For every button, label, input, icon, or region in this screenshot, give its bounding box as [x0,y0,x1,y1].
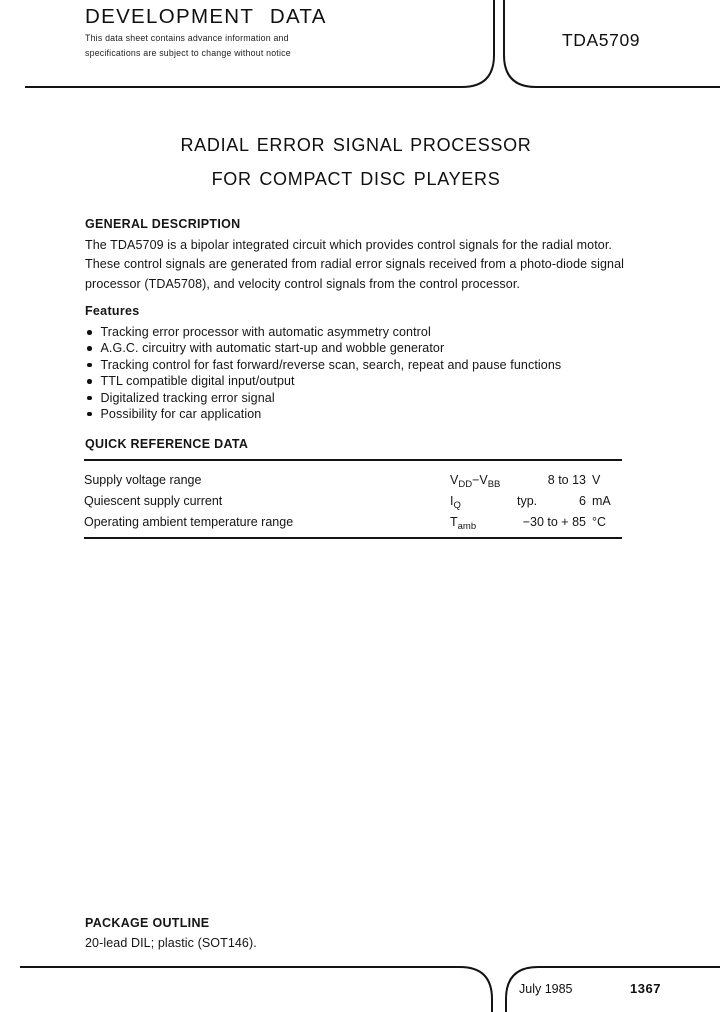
banner-disclaimer [85,31,291,61]
general-description-line2: These control signals are generated from radial error signals received from a photo-diode signal [85,257,625,272]
condition-label: typ. [517,494,538,508]
banner-disclaimer-line2: specifications are subject to change without notice [85,47,291,58]
package-outline-heading: PACKAGE OUTLINE [85,916,210,930]
development-data-banner: DEVELOPMENT DATA [85,5,327,28]
unit: mA [592,494,611,508]
symbol-subscript: DD [458,479,473,490]
feature-text: TTL compatible digital input/output [100,374,295,389]
document-title [0,128,712,196]
value: −30 to + 85 [522,515,586,529]
feature-text: Tracking control for fast forward/reverse scan, search, repeat and pause functions [100,357,562,372]
table-row [84,512,622,532]
feature-item [85,324,561,340]
footer-page-number: 1367 [630,981,661,996]
unit: °C [592,515,607,529]
table-top-rule [84,459,622,461]
bullet-icon [87,346,92,351]
parameter-label: Operating ambient temperature range [84,515,294,529]
document-title-line1: RADIAL ERROR SIGNAL PROCESSOR [180,135,532,155]
feature-text: Digitalized tracking error signal [100,390,275,405]
document-title-line2: FOR COMPACT DISC PLAYERS [211,169,501,189]
symbol-subscript: BB [487,479,501,490]
general-description-heading: GENERAL DESCRIPTION [85,217,241,231]
bullet-icon [87,412,92,417]
value: 8 to 13 [547,473,586,487]
features-list [85,324,561,422]
symbol-main: T [450,515,458,529]
general-description-line1: The TDA5709 is a bipolar integrated circuit which provides control signals for the radial motor. [85,238,612,252]
parameter-label: Quiescent supply current [84,494,223,508]
symbol-main: −V [472,473,488,487]
quick-reference-heading: QUICK REFERENCE DATA [85,437,249,451]
table-bottom-rule [84,537,622,539]
feature-text: A.G.C. circuitry with automatic start-up and wobble generator [100,341,445,356]
general-description-text [85,236,624,294]
value: 6 [579,494,586,508]
parameter-label: Supply voltage range [84,473,202,487]
table-row [84,470,622,490]
unit: V [592,473,601,487]
symbol-subscript: amb [457,521,477,532]
feature-item [85,373,561,389]
symbol-subscript: Q [453,500,461,511]
table-row [84,491,622,511]
bullet-icon [87,396,92,401]
bullet-icon [87,379,92,384]
bullet-icon [87,330,92,335]
feature-text: Tracking error processor with automatic asymmetry control [100,325,431,339]
general-description-line3: processor (TDA5708), and velocity control signals from the control processor. [85,276,520,291]
bullet-icon [87,363,92,368]
bottom-rule-left [20,967,492,1012]
feature-item [85,340,561,356]
symbol-main: I [450,494,454,508]
part-number: TDA5709 [562,30,641,50]
banner-disclaimer-line1: This data sheet contains advance information and [85,33,289,43]
symbol-main: V [450,473,459,487]
package-outline-text: 20-lead DIL; plastic (SOT146). [85,936,257,950]
feature-text: Possibility for car application [100,406,262,421]
feature-item [85,406,561,422]
footer-date: July 1985 [519,982,573,996]
features-heading: Features [85,304,140,318]
feature-item [85,390,561,406]
feature-item [85,357,561,373]
